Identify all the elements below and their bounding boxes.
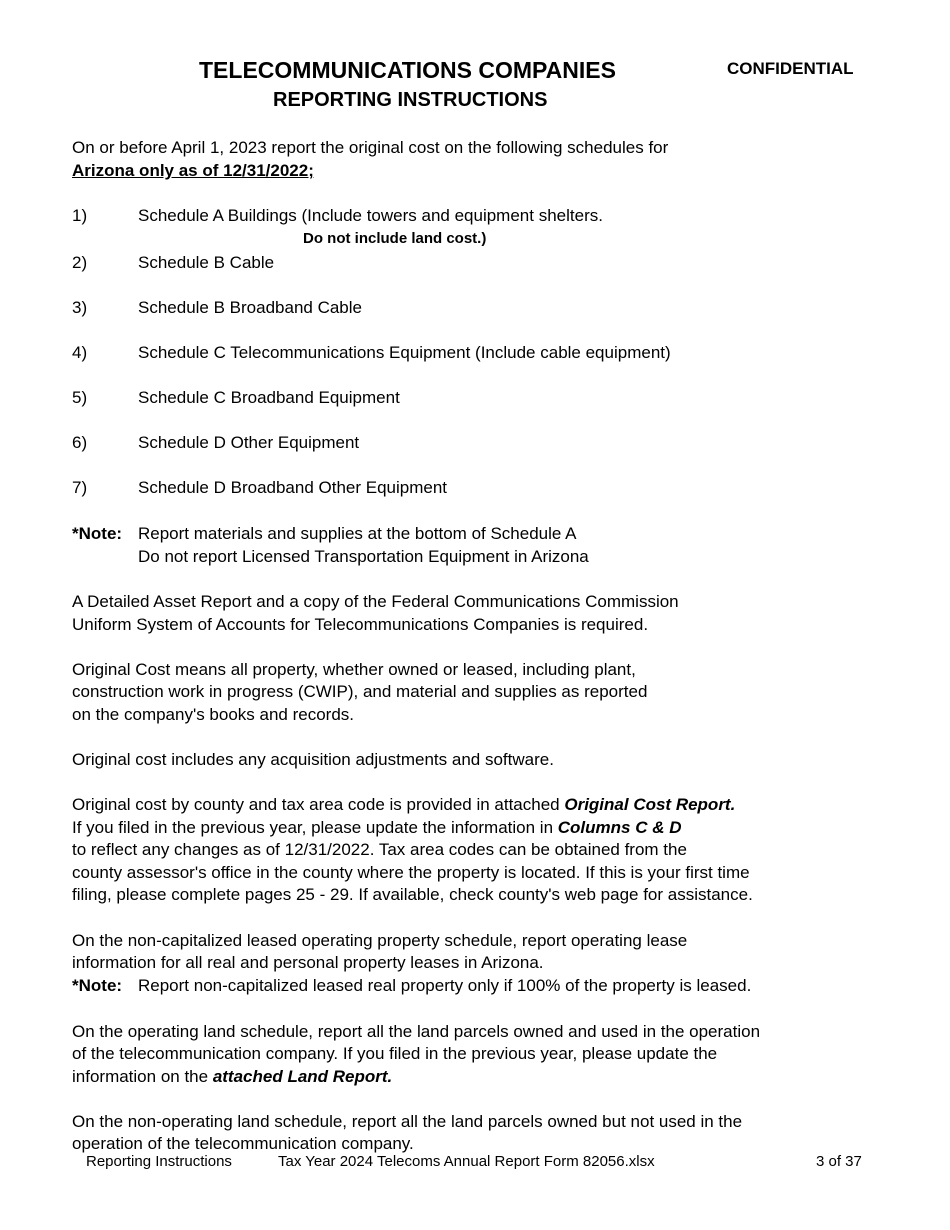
list-item-text: Schedule B Broadband Cable bbox=[138, 298, 362, 317]
paragraph-line: construction work in progress (CWIP), and material and supplies as reported bbox=[72, 682, 648, 701]
paragraph-line: On the operating land schedule, report all the land parcels owned and used in the operation bbox=[72, 1022, 761, 1041]
paragraph-text: Original cost by county and tax area code is provided in attached bbox=[72, 795, 565, 814]
paragraph-line: operation of the telecommunication company. bbox=[72, 1134, 414, 1153]
paragraph-line: on the company's books and records. bbox=[72, 705, 355, 724]
list-item-number: 6) bbox=[72, 433, 88, 452]
page-title: TELECOMMUNICATIONS COMPANIES bbox=[199, 57, 616, 83]
confidential-label: CONFIDENTIAL bbox=[727, 59, 854, 78]
original-cost-report-ref: Original Cost Report. bbox=[564, 795, 736, 814]
columns-ref: Columns C & D bbox=[557, 818, 682, 837]
paragraph-line: On the non-capitalized leased operating property schedule, report operating lease bbox=[72, 931, 688, 950]
list-item-number: 2) bbox=[72, 253, 88, 272]
intro-line: On or before April 1, 2023 report the original cost on the following schedules for bbox=[72, 138, 669, 157]
list-item-number: 5) bbox=[72, 388, 88, 407]
list-item-text: Schedule C Broadband Equipment bbox=[138, 388, 400, 407]
list-item-text: Schedule C Telecommunications Equipment (Include cable equipment) bbox=[138, 343, 671, 362]
paragraph-line: A Detailed Asset Report and a copy of the Federal Communications Commission bbox=[72, 592, 679, 611]
paragraph-line bbox=[72, 817, 681, 840]
paragraph-line: of the telecommunication company. If you filed in the previous year, please update the bbox=[72, 1044, 718, 1063]
list-item-number: 7) bbox=[72, 478, 88, 497]
note-label: *Note: bbox=[72, 976, 123, 995]
page-number: 3 of 37 bbox=[816, 1153, 862, 1170]
paragraph-line: Original Cost means all property, whether owned or leased, including plant, bbox=[72, 660, 636, 679]
list-item-text: Schedule B Cable bbox=[138, 253, 275, 272]
footer-filename: Tax Year 2024 Telecoms Annual Report Form 82056.xlsx bbox=[278, 1153, 655, 1170]
list-item-text: Schedule D Broadband Other Equipment bbox=[138, 478, 448, 497]
list-item-number: 3) bbox=[72, 298, 88, 317]
page-subtitle: REPORTING INSTRUCTIONS bbox=[273, 89, 548, 111]
paragraph-text: If you filed in the previous year, please update the information in bbox=[72, 818, 558, 837]
note-label: *Note: bbox=[72, 524, 123, 543]
paragraph-line: county assessor's office in the county where the property is located. If this is your first time bbox=[72, 863, 750, 882]
list-item-text: Schedule D Other Equipment bbox=[138, 433, 360, 452]
list-item-number: 1) bbox=[72, 206, 88, 225]
paragraph-line bbox=[72, 1066, 392, 1089]
paragraph-text: information on the bbox=[72, 1067, 213, 1086]
paragraph-line: information for all real and personal property leases in Arizona. bbox=[72, 953, 544, 972]
list-item-text: Schedule A Buildings (Include towers and equipment shelters. bbox=[138, 206, 603, 225]
paragraph-line: Uniform System of Accounts for Telecommunications Companies is required. bbox=[72, 615, 649, 634]
paragraph-line: On the non-operating land schedule, report all the land parcels owned but not used in the bbox=[72, 1112, 743, 1131]
note-text: Report non-capitalized leased real property only if 100% of the property is leased. bbox=[138, 976, 752, 995]
list-item-number: 4) bbox=[72, 343, 88, 362]
paragraph-line: Original cost includes any acquisition adjustments and software. bbox=[72, 750, 554, 769]
note-text: Do not report Licensed Transportation Equipment in Arizona bbox=[138, 547, 589, 566]
list-item-subnote: Do not include land cost.) bbox=[303, 230, 487, 247]
note-text: Report materials and supplies at the bottom of Schedule A bbox=[138, 524, 577, 543]
paragraph-line: filing, please complete pages 25 - 29. If available, check county's web page for assistance. bbox=[72, 885, 753, 904]
paragraph-line bbox=[72, 794, 735, 817]
land-report-ref: attached Land Report. bbox=[212, 1067, 393, 1086]
intro-emphasis: Arizona only as of 12/31/2022; bbox=[72, 161, 314, 180]
paragraph-line: to reflect any changes as of 12/31/2022. Tax area codes can be obtained from the bbox=[72, 840, 687, 859]
footer-left: Reporting Instructions bbox=[86, 1153, 232, 1170]
